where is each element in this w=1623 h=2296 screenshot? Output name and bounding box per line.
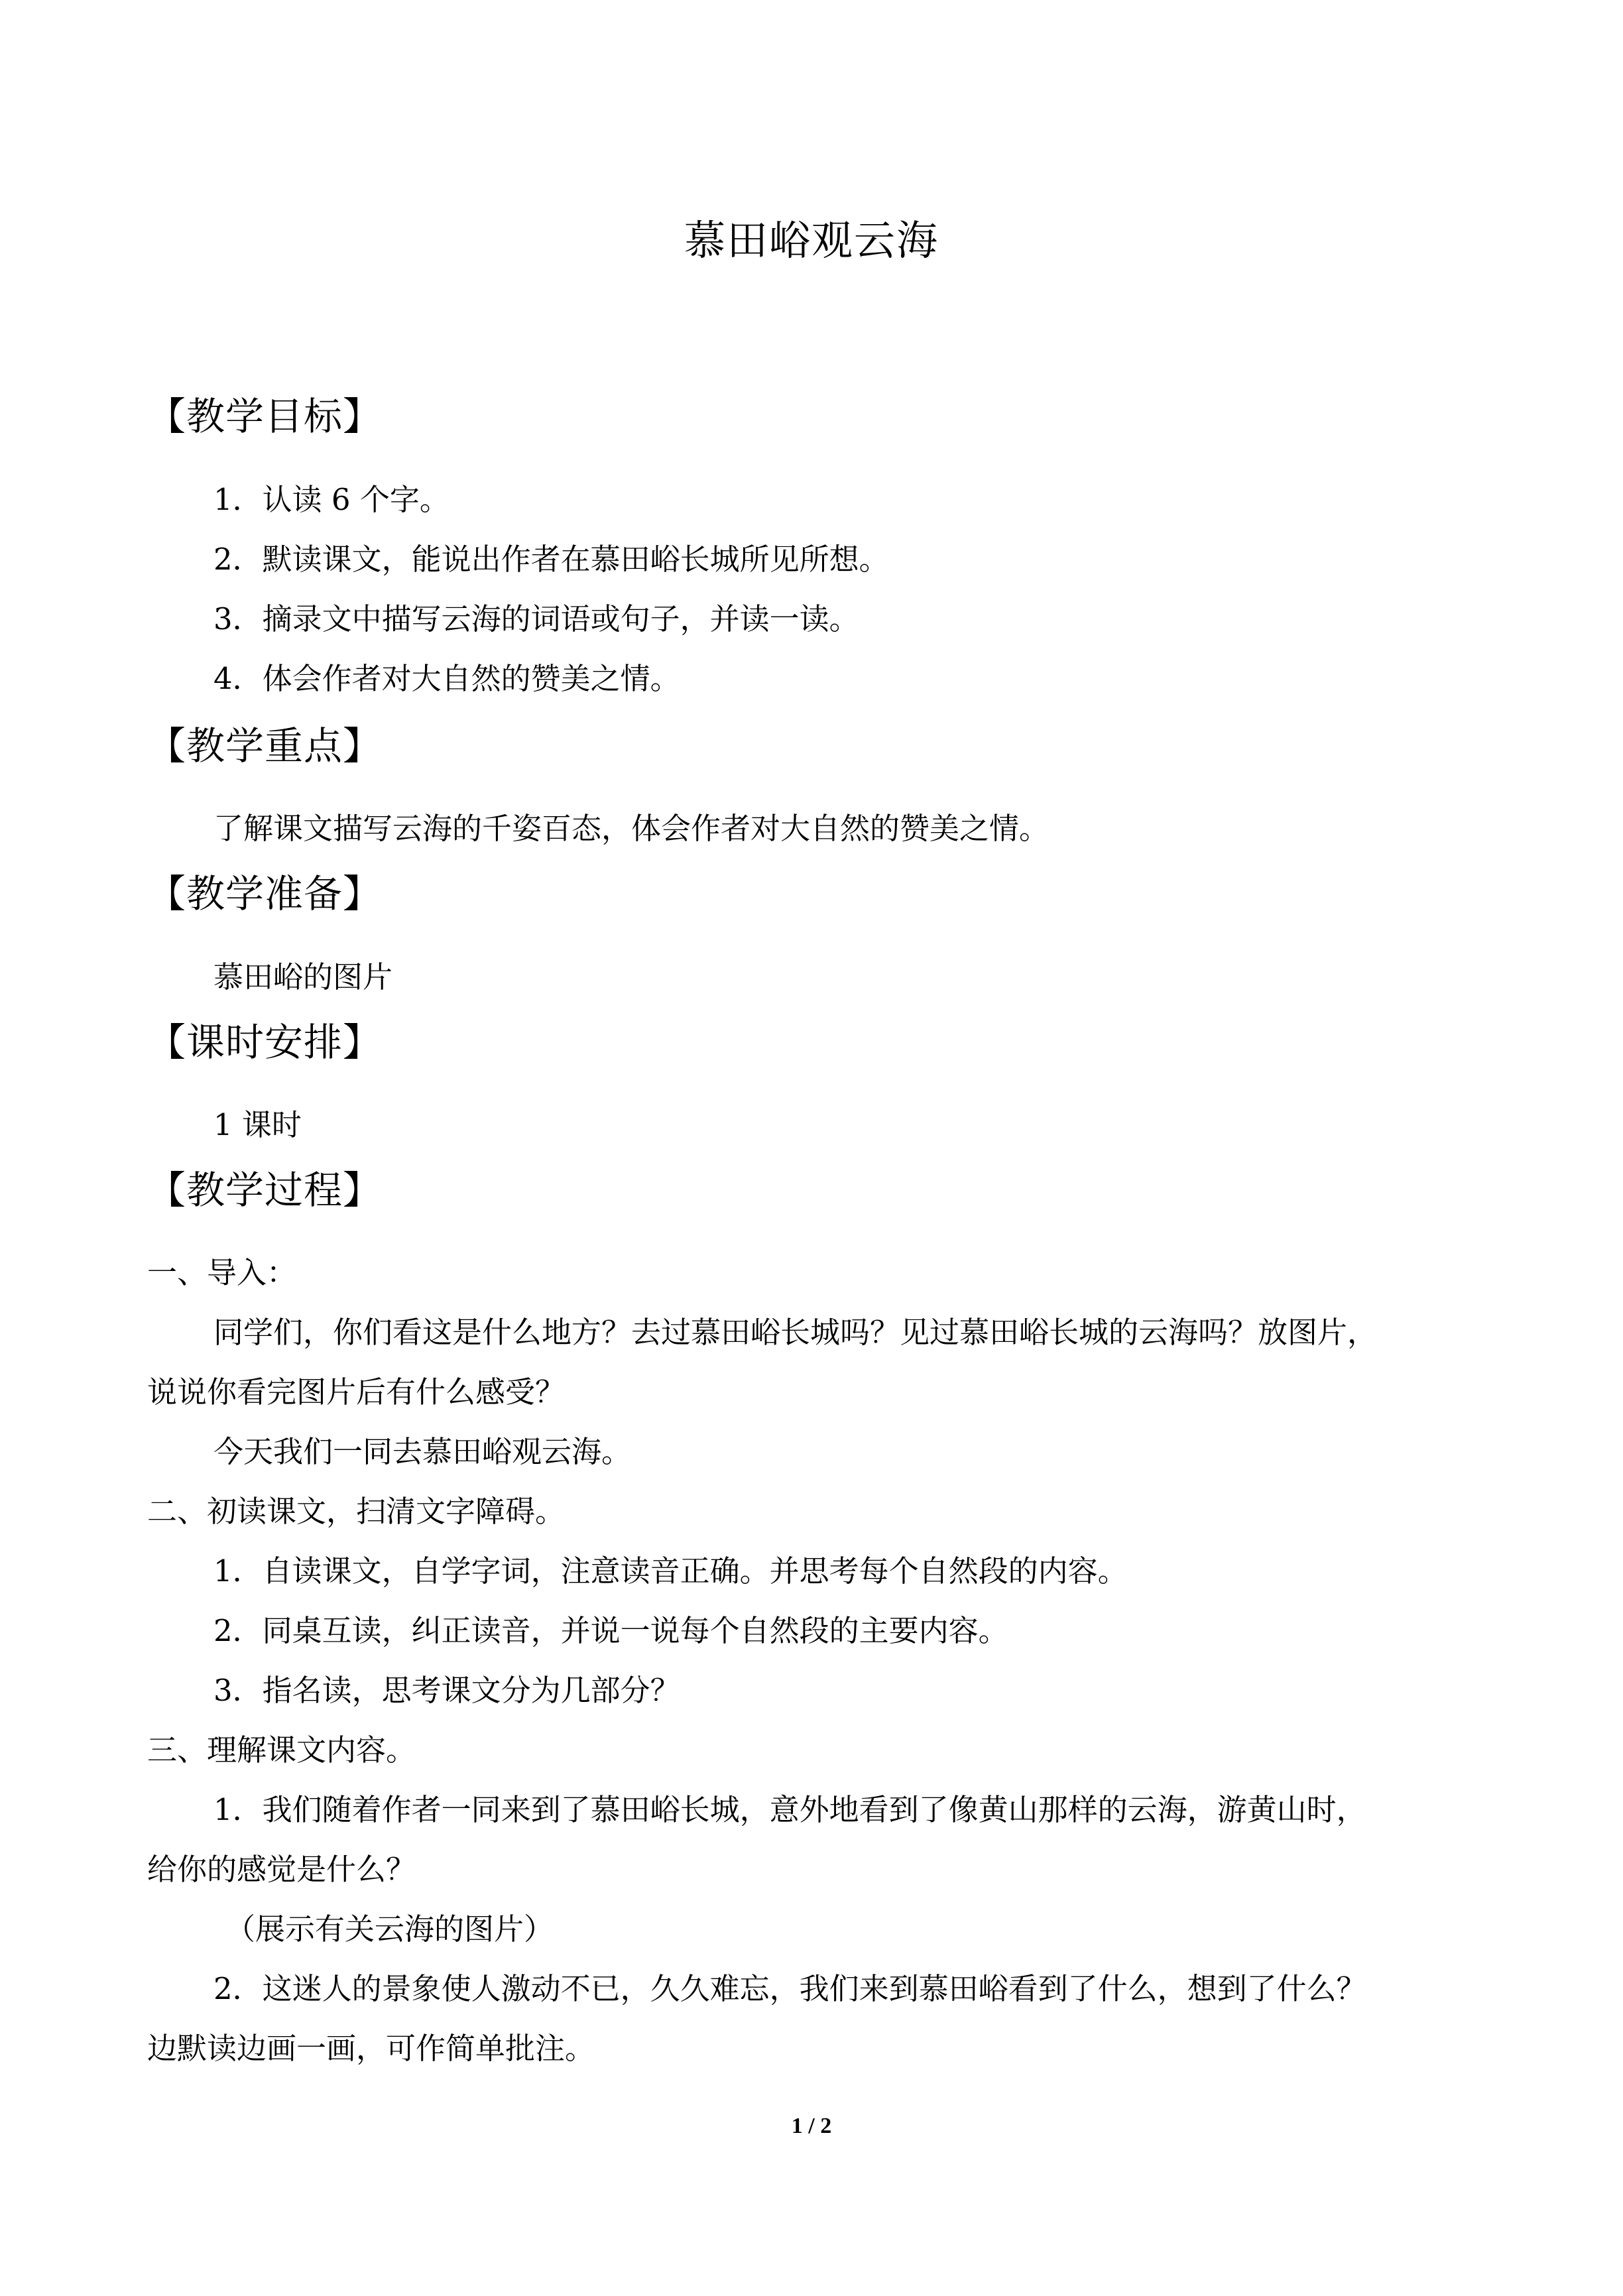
goals-item-1: 1．认读 6 个字。 xyxy=(213,482,450,517)
process-part3-item2-line2: 边默读边画一画，可作简单批注。 xyxy=(147,2031,595,2066)
process-part2-item-2: 2．同桌互读，纠正读音，并说一说每个自然段的主要内容。 xyxy=(213,1613,1008,1648)
process-part3-note: （展示有关云海的图片） xyxy=(225,1911,554,1947)
preparation-text: 慕田峪的图片 xyxy=(213,959,393,995)
process-part1-paragraph1-line1: 同学们，你们看这是什么地方？去过慕田峪长城吗？见过慕田峪长城的云海吗？放图片， xyxy=(213,1315,1378,1350)
process-part3-item1-line2: 给你的感觉是什么？ xyxy=(147,1852,416,1887)
process-part2-item-1: 1．自读课文，自学字词，注意读音正确。并思考每个自然段的内容。 xyxy=(213,1553,1128,1589)
goals-item-3: 3．摘录文中描写云海的词语或句子，并读一读。 xyxy=(213,601,859,636)
key-points-text: 了解课文描写云海的千姿百态，体会作者对大自然的赞美之情。 xyxy=(213,811,1050,846)
process-part2-item-3: 3．指名读，思考课文分为几部分？ xyxy=(213,1673,680,1708)
process-part1-paragraph2: 今天我们一同去慕田峪观云海。 xyxy=(213,1434,632,1469)
page-number: 1 / 2 xyxy=(791,2114,832,2138)
key-points-heading: 【教学重点】 xyxy=(147,723,383,768)
schedule-text: 1 课时 xyxy=(213,1107,302,1142)
goals-item-2: 2．默读课文，能说出作者在慕田峪长城所见所想。 xyxy=(213,542,889,577)
process-part3-title: 三、理解课文内容。 xyxy=(147,1732,416,1768)
document-title: 慕田峪观云海 xyxy=(684,216,939,265)
process-part3-item1-line1: 1．我们随着作者一同来到了慕田峪长城，意外地看到了像黄山那样的云海，游黄山时， xyxy=(213,1792,1366,1827)
process-part1-paragraph1-line2: 说说你看完图片后有什么感受？ xyxy=(147,1374,566,1410)
goals-item-4: 4．体会作者对大自然的赞美之情。 xyxy=(213,661,680,696)
schedule-heading: 【课时安排】 xyxy=(147,1020,383,1065)
process-part3-item2-line1: 2．这迷人的景象使人激动不已，久久难忘，我们来到慕田峪看到了什么，想到了什么？ xyxy=(213,1971,1366,2006)
process-part2-title: 二、初读课文，扫清文字障碍。 xyxy=(147,1494,566,1529)
process-heading: 【教学过程】 xyxy=(147,1168,383,1213)
goals-heading: 【教学目标】 xyxy=(147,394,383,439)
preparation-heading: 【教学准备】 xyxy=(147,871,383,916)
process-part1-title: 一、导入： xyxy=(147,1255,297,1290)
